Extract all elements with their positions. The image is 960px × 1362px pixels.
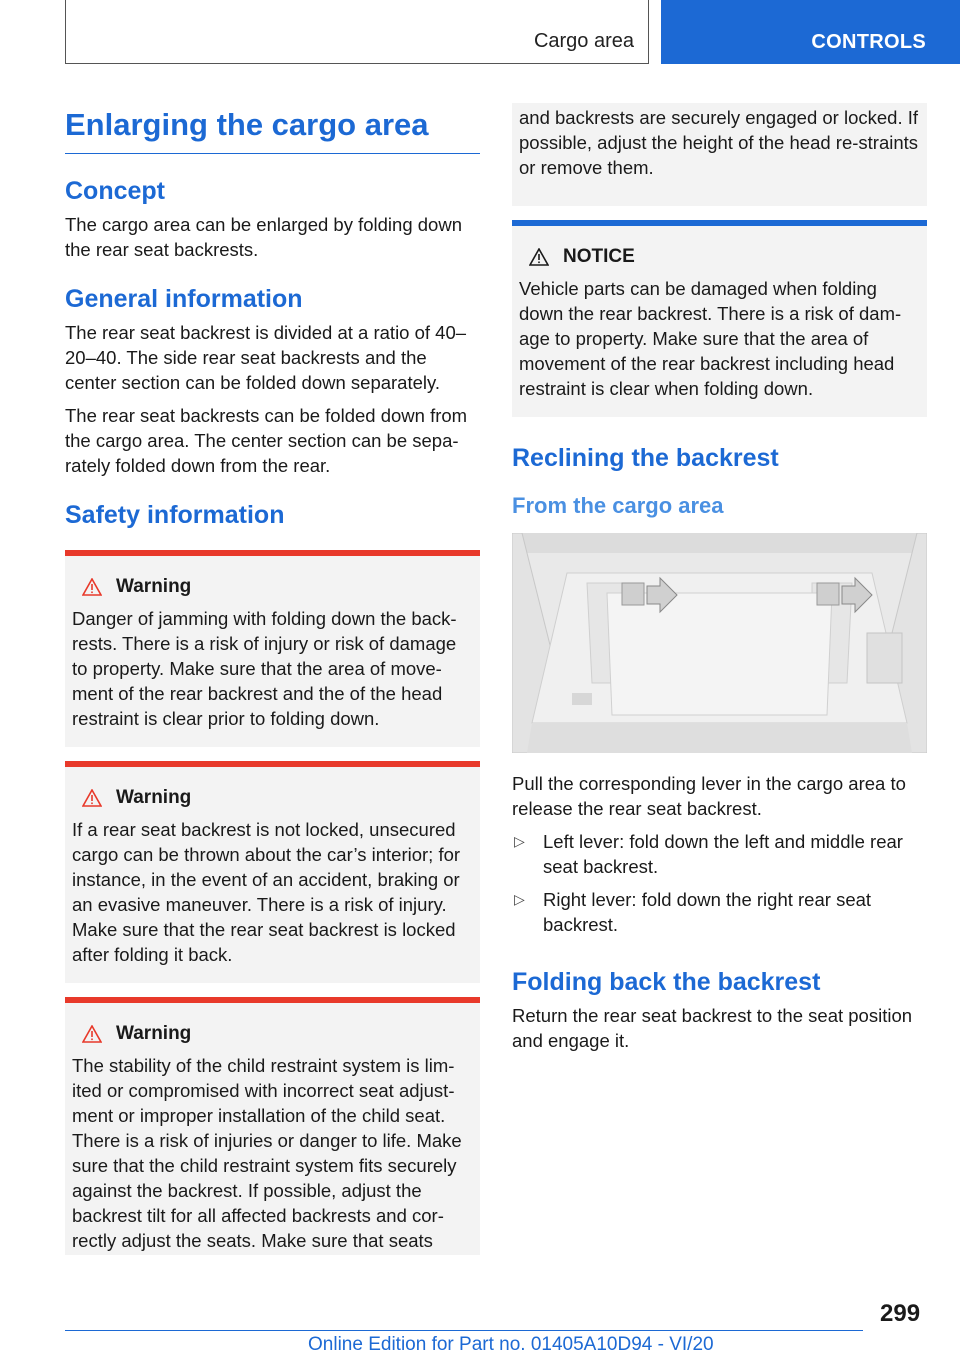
warning-box (65, 550, 480, 747)
warning-title: Warning (116, 1023, 192, 1045)
triangle-bullet-icon: ▷ (514, 833, 525, 850)
reclining-heading: Reclining the backrest (512, 444, 779, 472)
warning-continuation (512, 103, 927, 206)
list-item (512, 829, 927, 879)
warning-title: Warning (116, 787, 192, 809)
general-heading: General information (65, 285, 303, 314)
cargo-area-subheading: From the cargo area (512, 493, 724, 518)
warning-text: The stability of the child restraint system is lim‐ited or compromised with incorrect seat adjust‐ment or improper installation of the child seat. There is a risk of injuries or danger to life. Make sure that the child restraint system fits securely against the backrest. If possible, adjust the backrest tilt for all affected backrests and cor‐rectly adjust the seats. Make sure that seats (72, 1055, 462, 1252)
safety-heading: Safety information (65, 501, 285, 530)
header-section-title: Cargo area (533, 30, 634, 52)
bullet-text: Left lever: fold down the left and middle rear seat backrest. (543, 831, 903, 878)
header-section-box (65, 0, 649, 64)
left-column (65, 100, 480, 1269)
concept-text: The cargo area can be enlarged by folding down the rear seat backrests. (65, 214, 462, 261)
footer-edition: Online Edition for Part no. 01405A10D94 - VI/20 (308, 1334, 714, 1355)
triangle-bullet-icon: ▷ (514, 891, 525, 908)
warning-triangle-icon (82, 789, 102, 807)
warning-triangle-icon (82, 1025, 102, 1043)
folding-heading: Folding back the backrest (512, 968, 821, 997)
reclining-text: Pull the corresponding lever in the cargo area to release the rear seat backrest. (512, 773, 906, 820)
general-text-2: The rear seat backrests can be folded down from the cargo area. The center section can be sepa‐rately folded down from the rear. (65, 405, 468, 477)
bullet-text: Right lever: fold down the right rear seat backrest. (543, 889, 872, 936)
cargo-area-illustration (512, 533, 927, 753)
header-chapter-label: CONTROLS (811, 31, 926, 53)
page-number: 299 (880, 1300, 921, 1327)
notice-text: Vehicle parts can be damaged when folding down the rear backrest. There is a risk of dam‐age to property. Make sure that the area of movement of the rear backrest including head restraint is clear when folding down. (519, 278, 902, 399)
notice-triangle-icon (529, 248, 549, 266)
warning-title: Warning (116, 576, 192, 598)
concept-heading: Concept (65, 177, 165, 206)
warning-box (65, 997, 480, 1255)
warning-continuation-text: and backrests are securely engaged or locked. If possible, adjust the height of the head re‐straints or remove them. (519, 107, 919, 178)
notice-box (512, 220, 927, 417)
folding-text: Return the rear seat backrest to the seat position and engage it. (512, 1005, 913, 1052)
right-column (512, 103, 927, 1061)
general-text-1: The rear seat backrest is divided at a ratio of 40–20–40. The side rear seat backrests and the center section can be folded down separately. (65, 322, 467, 394)
header-chapter-tab[interactable] (661, 0, 960, 64)
warning-text: If a rear seat backrest is not locked, unsecured cargo can be thrown about the car’s interior; for instance, in the event of an accident, braking or an evasive maneuver. There is a risk of injury. Make sure that the rear seat backrest is locked after folding it back. (72, 819, 461, 966)
warning-triangle-icon (82, 578, 102, 596)
list-item (512, 887, 927, 937)
warning-box (65, 761, 480, 983)
warning-text: Danger of jamming with folding down the back‐rests. There is a risk of injury or risk of damage to property. Make sure that the area of move‐ment of the rear backrest and the of the head restraint is clear prior to folding down. (72, 608, 457, 730)
footer-rule (65, 1330, 863, 1331)
notice-title: NOTICE (563, 246, 635, 267)
page-title: Enlarging the cargo area (65, 100, 480, 154)
